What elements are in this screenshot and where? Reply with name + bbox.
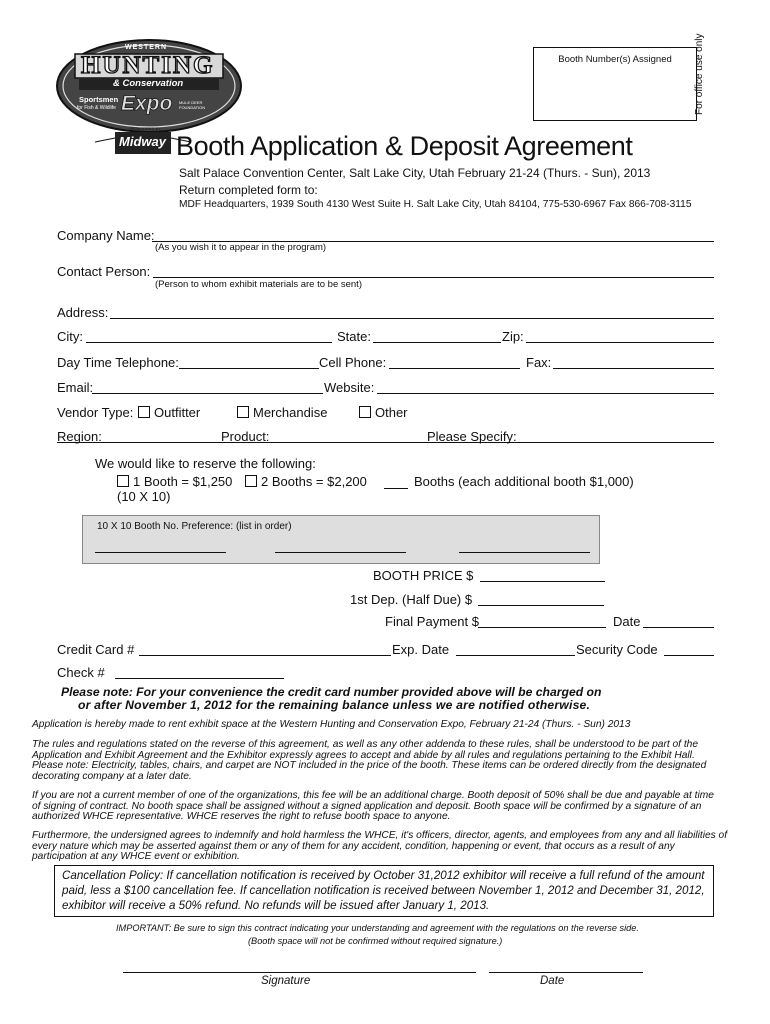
two-booths-checkbox[interactable] [245,475,257,487]
booth-price-label: BOOTH PRICE $ [373,568,474,583]
exp-date-label: Exp. Date [392,642,450,657]
please-specify-label: Please Specify: [427,429,517,444]
outfitter-checkbox[interactable] [138,406,150,418]
merchandise-option[interactable] [237,405,327,420]
logo-midway: Midway [119,134,166,149]
signature-label: Signature [261,975,311,987]
region-label: Region: [57,429,102,444]
one-booth-label: 1 Booth = $1,250 [133,474,233,489]
important-note: IMPORTANT: Be sure to sign this contract indicating your understanding and agreement with the regulations on the reverse side. [116,923,639,933]
email-field[interactable] [92,393,323,394]
office-use-note: For office use only [694,33,705,115]
security-code-field[interactable] [664,655,714,656]
merchandise-checkbox[interactable] [237,406,249,418]
preference-label: 10 X 10 Booth No. Preference: (list in order) [97,521,292,532]
fax-field[interactable] [553,368,714,369]
signature-required-note: (Booth space will not be confirmed without required signature.) [248,936,503,946]
logo-conservation: & Conservation [113,78,184,89]
daytime-phone-label: Day Time Telephone: [57,355,179,370]
mdf-address: MDF Headquarters, 1939 South 4130 West Suite H. Salt Lake City, Utah 84104, 775-530-6967 Fax 866-708-3115 [179,199,692,210]
contact-label: Contact Person: [57,264,151,279]
state-label: State: [337,329,371,344]
additional-booths-field[interactable] [384,488,408,489]
terms-intro: Application is hereby made to rent exhibit space at the Western Hunting and Conservation Expo, February 21-24 (Thurs. - Sun) 2013 [32,719,631,730]
additional-booths-label: Booths (each additional booth $1,000) [414,474,634,489]
outfitter-option[interactable] [138,405,200,420]
check-label: Check # [57,665,105,680]
fax-label: Fax: [526,355,552,370]
zip-field[interactable] [526,342,714,343]
membership-line-2: of signing of contract. No booth space shall be assigned without a signed application and deposit. Booth space will be confirmed by a signature of an [32,800,702,812]
product-label: Product: [221,429,270,444]
contact-field[interactable] [153,277,714,278]
address-label: Address: [57,305,109,320]
website-label: Website: [324,380,375,395]
company-label: Company Name: [57,228,155,243]
other-option[interactable] [359,405,408,420]
logo-sponsored: SPONSORED BY [129,126,162,131]
first-deposit-field[interactable] [478,605,604,606]
venue-line: Salt Palace Convention Center, Salt Lake City, Utah February 21-24 (Thurs. - Sun), 2013 [179,166,651,180]
two-booths-label: 2 Booths = $2,200 [261,474,367,489]
credit-card-field[interactable] [139,655,391,656]
city-field[interactable] [86,342,332,343]
cancellation-line-2: paid, less a $100 cancellation fee. If cancellation notification is received between November 1, 2012 and December 31, 2012, [62,884,705,897]
daytime-phone-field[interactable] [179,368,319,369]
signature-field[interactable] [123,972,476,973]
logo-hunting: HUNTING [81,52,215,79]
region-product-line[interactable] [57,442,714,443]
check-field[interactable] [115,678,284,679]
rules-line-1: The rules and regulations stated on the reverse of this agreement, as well as any other addenda to these rules, shall be understood to be part of the [32,739,698,750]
notice-line-2: or after November 1, 2012 for the remaining balance unless we are notified otherwise. [78,698,591,712]
preference-2-field[interactable] [275,552,406,553]
exp-date-field[interactable] [456,655,575,656]
notice-line-1: Please note: For your convenience the credit card number provided above will be charged on [61,685,602,699]
rules-line-4: decorating company at a later date. [32,770,192,782]
indemnity-line-3: participation at any WHCE event or exhibition. [32,851,240,862]
city-label: City: [57,329,83,344]
security-code-label: Security Code [576,642,658,657]
indemnity-line-1: Furthermore, the undersigned agrees to indemnify and hold harmless the WHCE, it's officers, director, agents, and employees from any and all liabilities of [32,830,728,841]
contact-hint: (Person to whom exhibit materials are to be sent) [155,279,362,290]
booth-numbers-label: Booth Number(s) Assigned [558,54,672,65]
indemnity-paragraph [32,831,738,863]
cancellation-line-3: exhibitor will receive a 50% refund. No refunds will be issued after January 1, 2013. [62,899,490,912]
logo-western: WESTERN [125,44,167,51]
cancellation-policy-box [54,865,714,917]
final-date-label: Date [613,614,641,629]
return-label: Return completed form to: [179,183,318,197]
logo-expo: Expo [121,92,173,115]
credit-card-label: Credit Card # [57,642,135,657]
cell-phone-label: Cell Phone: [319,355,387,370]
reserve-intro: We would like to reserve the following: [95,456,316,471]
logo-mule-deer: MULE DEER FOUNDATION [179,100,206,110]
booth-size: (10 X 10) [117,489,171,504]
zip-label: Zip: [502,329,524,344]
state-field[interactable] [373,342,501,343]
final-payment-label: Final Payment $ [385,614,479,629]
logo-for-fish: for Fish & Wildlife [77,105,116,111]
email-label: Email: [57,380,94,395]
website-field[interactable] [377,393,714,394]
other-label: Other [375,405,408,420]
other-checkbox[interactable] [359,406,371,418]
rules-paragraph [32,740,738,782]
membership-line-1: If you are not a current member of one of the organizations, this fee will be an additional charge. Booth deposit of 50% shall be due and payable at time [32,790,714,801]
cancellation-line-1: Cancellation Policy: If cancellation notification is received by October 31,2012 exhibitor will receive a full refund of the amount [62,869,705,882]
two-booths-option[interactable] [245,474,367,489]
page-title: Booth Application & Deposit Agreement [176,131,633,161]
membership-line-3: authorized WHCE representative. WHCE reserves the right to refuse booth space to anyone. [32,811,451,822]
booth-price-field[interactable] [480,581,605,582]
final-payment-field[interactable] [478,627,606,628]
rules-line-2: Application and Exhibit Agreement and the Exhibitor expressly agrees to accept and abide by all rules and regulations pertaining to the Exhibit Hall. [32,749,695,761]
logo-sportsmen: Sportsmen [79,95,119,104]
company-hint: (As you wish it to appear in the program) [155,242,327,253]
one-booth-option[interactable] [117,474,232,489]
cell-phone-field[interactable] [389,368,520,369]
indemnity-line-2: every nature which may be asserted against them or any of them for any accident, condition, happening or event, that occurs as a result of any [32,840,675,852]
membership-paragraph [32,791,738,823]
office-use-box [533,47,697,121]
address-field[interactable] [110,318,714,319]
rules-line-3: Please note: Electricity, tables, chairs, and carpet are NOT included in the price of the booth. These items can be ordered directly from the designated [32,760,707,771]
booth-preference-box [82,515,600,564]
final-date-field[interactable] [643,627,714,628]
first-deposit-label: 1st Dep. (Half Due) $ [350,592,473,607]
one-booth-checkbox[interactable] [117,475,129,487]
merchandise-label: Merchandise [253,405,328,420]
signature-date-field[interactable] [489,972,643,973]
signature-date-label: Date [540,975,565,987]
preference-1-field[interactable] [95,552,226,553]
vendor-type-label: Vendor Type: [57,405,134,420]
preference-3-field[interactable] [459,552,590,553]
outfitter-label: Outfitter [154,405,201,420]
